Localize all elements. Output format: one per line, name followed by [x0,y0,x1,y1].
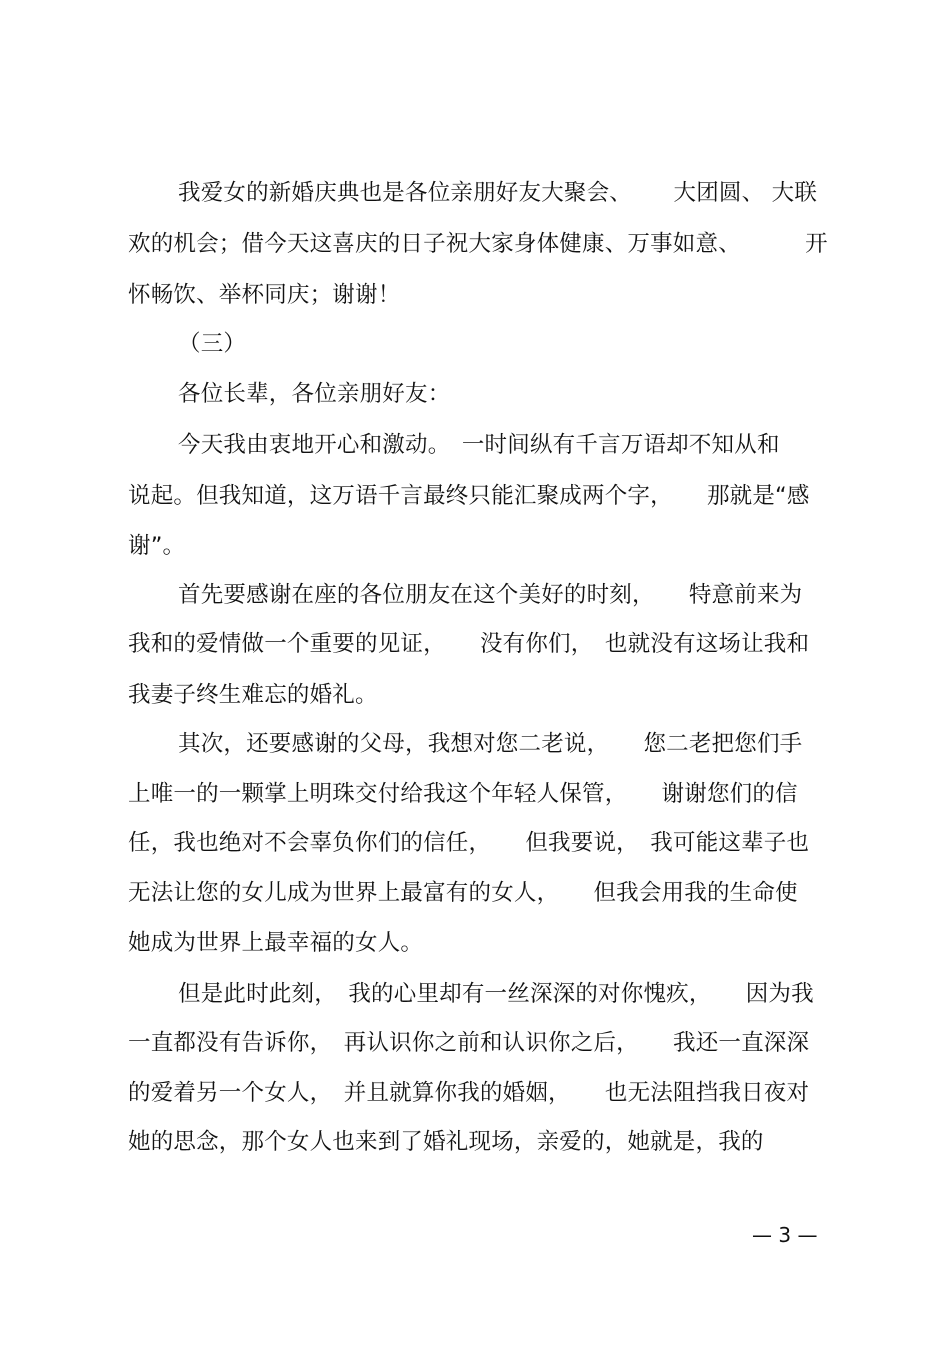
page-number: — 3 — [752,1223,818,1247]
text-line-11: 我妻子终生难忘的婚礼。 [128,682,378,708]
text-line-7: 说起。但我知道，这万语千言最终只能汇聚成两个字， 那就是“感 [128,483,810,509]
text-line-17: 但是此时此刻， 我的心里却有一丝深深的对你愧疚， 因为我 [178,981,814,1007]
text-line-19: 的爱着另一个女人， 并且就算你我的婚姻， 也无法阻挡我日夜对 [128,1080,810,1106]
text-line-2: 欢的机会；借今天这喜庆的日子祝大家身体健康、万事如意、 开 [128,231,828,257]
text-line-18: 一直都没有告诉你， 再认识你之前和认识你之后， 我还一直深深 [128,1030,810,1056]
text-line-13: 上唯一的一颗掌上明珠交付给我这个年轻人保管， 谢谢您们的信 [128,781,798,807]
text-line-9: 首先要感谢在座的各位朋友在这个美好的时刻， 特意前来为 [178,582,803,608]
text-line-10: 我和的爱情做一个重要的见证， 没有你们， 也就没有这场让我和 [128,631,810,657]
text-line-3: 怀畅饮、举杯同庆；谢谢！ [128,282,401,308]
text-line-12: 其次，还要感谢的父母，我想对您二老说， 您二老把您们手 [178,731,803,757]
text-line-1: 我爱女的新婚庆典也是各位亲朋好友大聚会、 大团圆、 大联 [178,180,818,206]
text-line-8: 谢”。 [128,533,186,559]
text-line-16: 她成为世界上最幸福的女人。 [128,930,424,956]
text-line-15: 无法让您的女儿成为世界上最富有的女人， 但我会用我的生命使 [128,880,798,906]
text-line-6: 今天我由衷地开心和激动。 一时间纵有千言万语却不知从和 [178,432,780,458]
text-line-14: 任，我也绝对不会辜负你们的信任， 但我要说， 我可能这辈子也 [128,830,810,856]
text-line-20: 她的思念，那个女人也来到了婚礼现场，亲爱的，她就是，我的 [128,1129,764,1155]
salutation: 各位长辈，各位亲朋好友： [178,381,451,407]
section-heading: （三） [178,331,247,357]
